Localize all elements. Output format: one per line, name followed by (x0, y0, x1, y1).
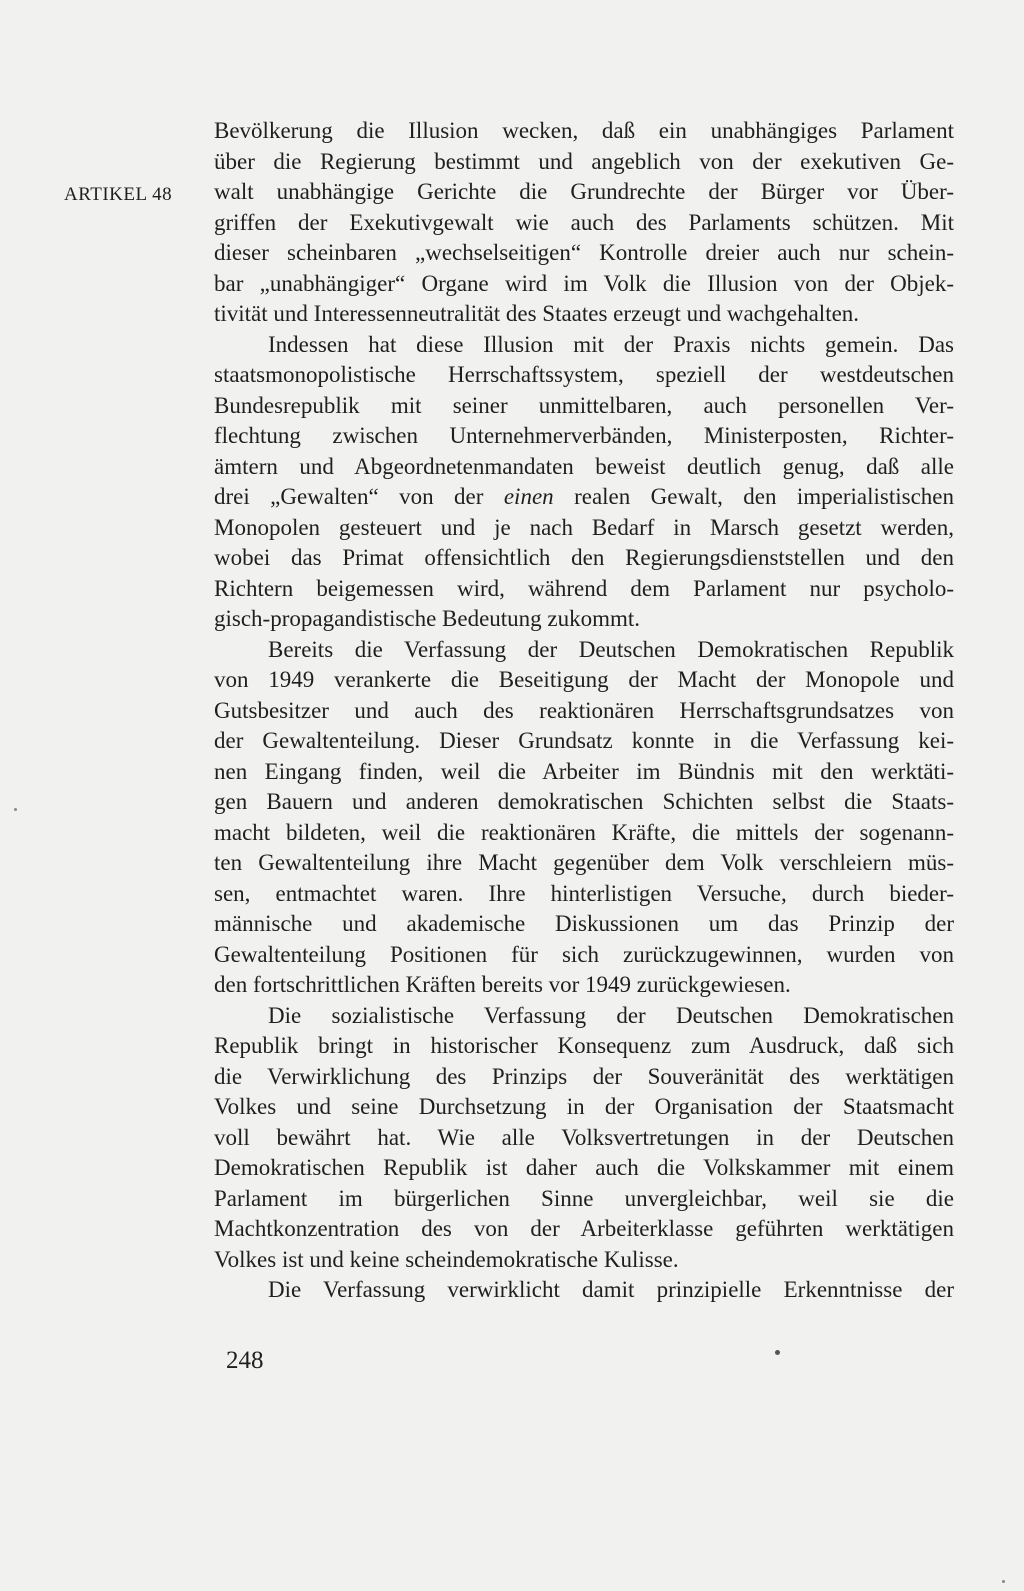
text-line: tivität und Interessenneutralität des Staates erzeugt und wachgehalten. (214, 301, 860, 326)
text-line: gisch-propagandistische Bedeutung zukommt. (214, 606, 641, 631)
page-number: 248 (226, 1347, 264, 1374)
text-line: Demokratischen Republik ist daher auch die Volkskammer mit einem (214, 1155, 954, 1180)
text-line: staatsmonopolistische Herrschaftssystem, speziell der westdeutschen (214, 362, 954, 387)
text-line: Parlament im bürgerlichen Sinne unvergleichbar, weil sie die (214, 1185, 954, 1211)
text-line: sen, entmachtet waren. Ihre hinterlistigen Versuche, durch bieder- (214, 880, 954, 906)
text-line: der Gewaltenteilung. Dieser Grundsatz konnte in die Verfassung kei- (214, 728, 954, 753)
body-text (214, 116, 954, 1306)
text-line: flechtung zwischen Unternehmerverbänden, Ministerposten, Richter- (214, 423, 954, 448)
text-line: griffen der Exekutivgewalt wie auch des Parlaments schützen. Mit (214, 209, 954, 235)
text-line: Bundesrepublik mit seiner unmittelbaren, auch personellen Ver- (214, 392, 954, 418)
text-line: Die sozialistische Verfassung der Deutschen Demokratischen (268, 1002, 954, 1028)
text-line (214, 482, 954, 513)
scan-speck (1002, 1580, 1005, 1583)
text-line: Republik bringt in historischer Konsequenz zum Ausdruck, daß sich (214, 1033, 954, 1058)
text-line: Gewaltenteilung Positionen für sich zurückzugewinnen, wurden von (214, 941, 954, 967)
text-line: Die Verfassung verwirklicht damit prinzipielle Erkenntnisse der (268, 1277, 954, 1302)
text-segment: realen Gewalt, den imperialistischen (553, 484, 954, 509)
text-line: von 1949 verankerte die Beseitigung der Macht der Monopole und (214, 667, 954, 692)
text-line: Bevölkerung die Illusion wecken, daß ein unabhängiges Parlament (214, 118, 954, 143)
text-line: Machtkonzentration des von der Arbeiterklasse geführten werktätigen (214, 1216, 954, 1241)
text-line: die Verwirklichung des Prinzips der Souveränität des werktätigen (214, 1063, 954, 1089)
text-line: nen Eingang finden, weil die Arbeiter im Bündnis mit den werktäti- (214, 758, 954, 784)
text-line: Volkes und seine Durchsetzung in der Organisation der Staatsmacht (214, 1094, 954, 1119)
text-line: ten Gewaltenteilung ihre Macht gegenüber dem Volk verschleiern müs- (214, 850, 954, 875)
text-line: voll bewährt hat. Wie alle Volksvertretungen in der Deutschen (214, 1124, 954, 1150)
text-segment: drei „Gewalten“ von der (214, 484, 504, 509)
text-line: über die Regierung bestimmt und angeblich von der exekutiven Ge- (214, 148, 954, 174)
text-line: gen Bauern und anderen demokratischen Schichten selbst die Staats- (214, 789, 954, 814)
text-line: den fortschrittlichen Kräften bereits vor 1949 zurückgewiesen. (214, 972, 791, 997)
text-line: männische und akademische Diskussionen um das Prinzip der (214, 911, 954, 936)
text-line: ämtern und Abgeordnetenmandaten beweist deutlich genug, daß alle (214, 453, 954, 479)
text-line: bar „unabhängiger“ Organe wird im Volk die Illusion von der Objek- (214, 270, 954, 296)
text-line: Monopolen gesteuert und je nach Bedarf in Marsch gesetzt werden, (214, 514, 954, 540)
margin-note-article: ARTIKEL 48 (64, 184, 173, 205)
emphasized-word: einen (503, 484, 554, 509)
text-line: Richtern beigemessen wird, während dem Parlament nur psycholo- (214, 575, 954, 601)
text-line: walt unabhängige Gerichte die Grundrechte der Bürger vor Über- (214, 179, 954, 204)
text-line: macht bildeten, weil die reaktionären Kräfte, die mittels der sogenann- (214, 819, 954, 845)
text-line: Indessen hat diese Illusion mit der Praxis nichts gemein. Das (268, 331, 954, 357)
text-line: dieser scheinbaren „wechselseitigen“ Kontrolle dreier auch nur schein- (214, 240, 954, 265)
scan-speck (775, 1350, 780, 1355)
text-line: Bereits die Verfassung der Deutschen Demokratischen Republik (268, 636, 954, 662)
text-line: Gutsbesitzer und auch des reaktionären Herrschaftsgrundsatzes von (214, 697, 954, 723)
text-line: wobei das Primat offensichtlich den Regierungsdienststellen und den (214, 545, 954, 570)
text-line: Volkes ist und keine scheindemokratische Kulisse. (214, 1246, 679, 1272)
scan-speck (14, 808, 17, 811)
